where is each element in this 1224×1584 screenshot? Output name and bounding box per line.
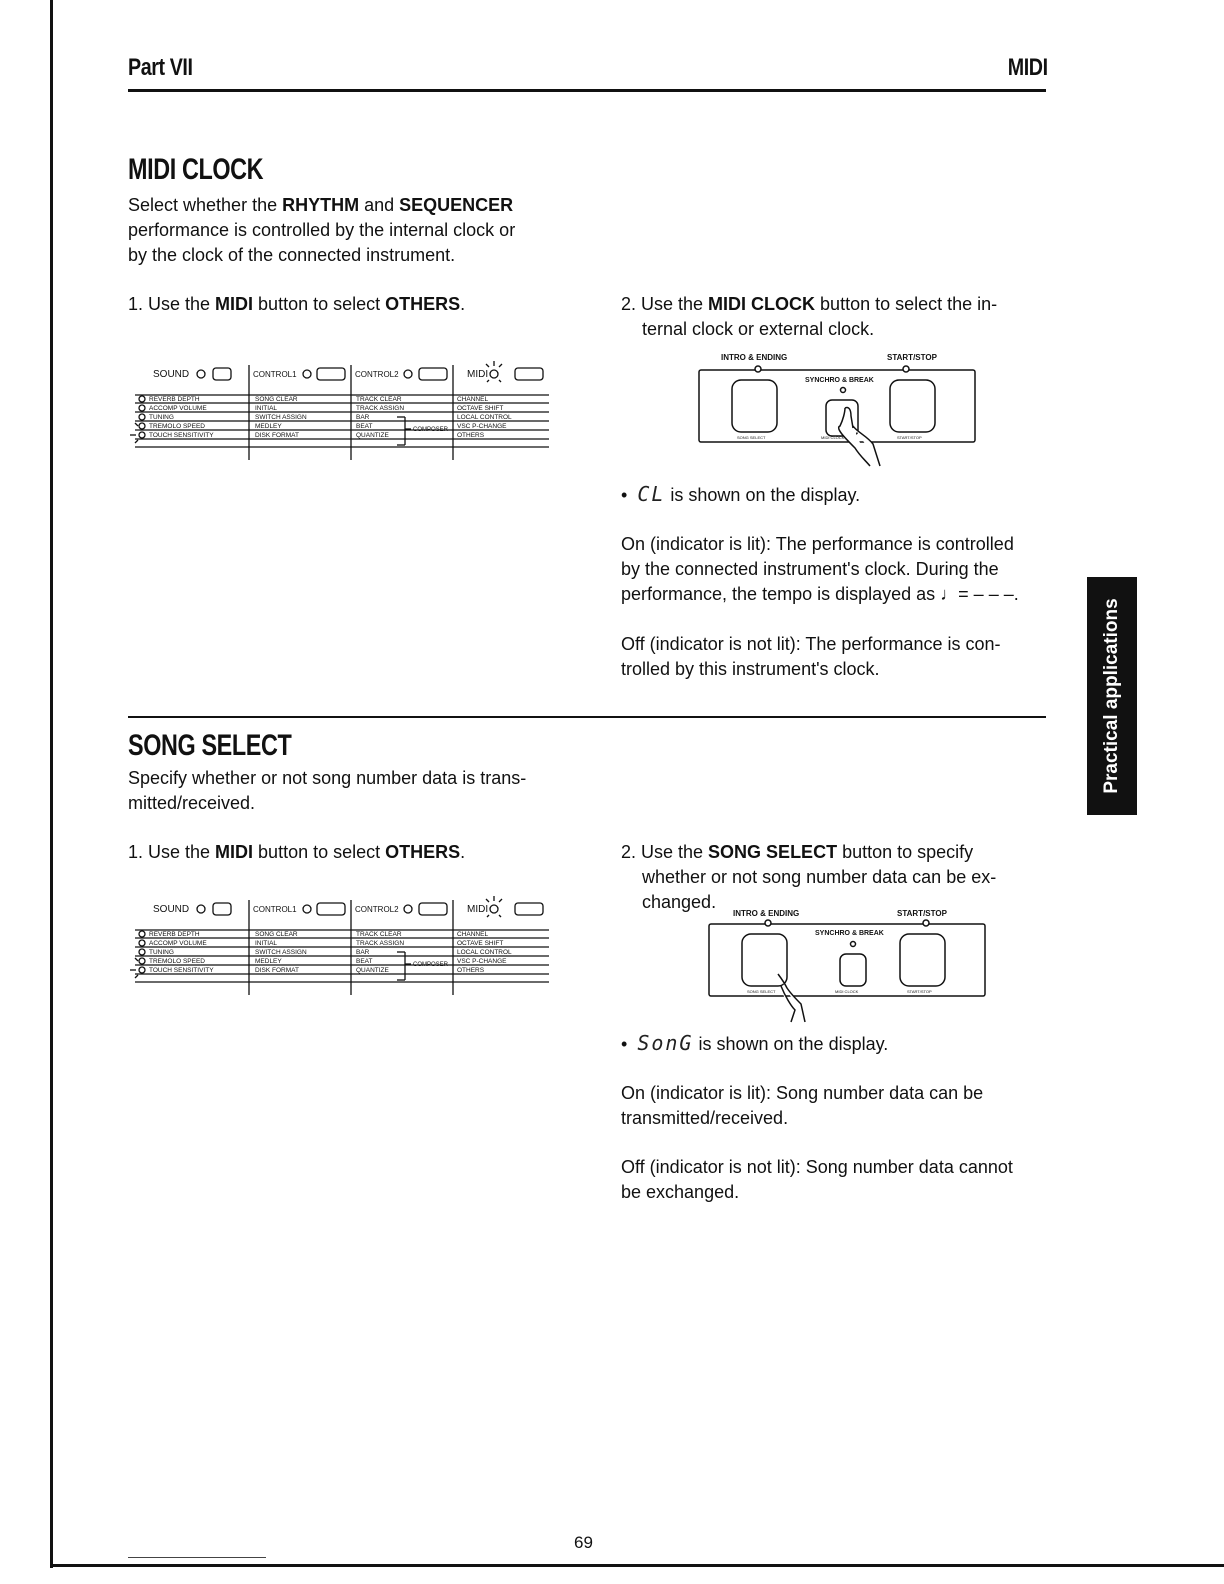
table-header-sound: SOUND <box>153 369 190 380</box>
midi-clock-step1: 1. Use the MIDI button to select OTHERS. <box>128 294 466 314</box>
side-tab: Practical applications <box>1087 577 1137 815</box>
t2-control1-item-5: DISK FORMAT <box>255 967 299 974</box>
midi-clock-on-text: On (indicator is lit): The performance is controlled by the connected instrument's clock. During the performance, the tempo is displayed as ♩= – – –. <box>621 534 1019 604</box>
t2-control1-item-4: MEDLEY <box>255 958 282 965</box>
panel-label-midi-clock: MIDI CLOCK <box>821 435 845 440</box>
midi-item-3: LOCAL CONTROL <box>457 414 512 421</box>
display-code-cl: CL <box>637 482 666 506</box>
control1-item-4: MEDLEY <box>255 423 282 430</box>
display-code-song: SonG <box>637 1031 694 1055</box>
panel2-label-synchro-break: SYNCHRO & BREAK <box>815 930 884 937</box>
t2-sound-item-4: TREMOLO SPEED <box>149 958 205 965</box>
table2-header-control1: CONTROL1 <box>253 905 297 914</box>
panel2-label-start-stop: START/STOP <box>897 909 947 918</box>
panel-label-start-stop: START/STOP <box>887 353 937 362</box>
control2-item-3: BAR <box>356 414 370 421</box>
table-header-midi: MIDI <box>467 369 489 380</box>
table2-header-sound: SOUND <box>153 904 190 915</box>
bottom-tick <box>128 1557 266 1558</box>
t2-control1-item-2: INITIAL <box>255 940 278 947</box>
t2-control2-item-5: QUANTIZE <box>356 967 389 974</box>
table-header-control1: CONTROL1 <box>253 370 297 379</box>
t2-control1-item-1: SONG CLEAR <box>255 931 298 938</box>
midi-item-4: VSC P-CHANGE <box>457 423 507 430</box>
control1-item-5: DISK FORMAT <box>255 432 299 439</box>
t2-sound-item-5: TOUCH SENSITIVITY <box>149 967 214 974</box>
header-part: Part VII <box>128 54 193 81</box>
midi-item-5: OTHERS <box>457 432 485 439</box>
control1-item-1: SONG CLEAR <box>255 396 298 403</box>
control2-item-5: QUANTIZE <box>356 432 389 439</box>
t2-sound-item-2: ACCOMP VOLUME <box>149 940 207 947</box>
table2-header-midi: MIDI <box>467 904 489 915</box>
t2-composer-label: COMPOSER <box>413 962 449 968</box>
sound-item-4: TREMOLO SPEED <box>149 423 205 430</box>
sound-item-3: TUNING <box>149 414 174 421</box>
midi-item-1: CHANNEL <box>457 396 489 403</box>
button-panel-2 <box>705 904 990 1029</box>
midi-clock-intro: Select whether the RHYTHM and SEQUENCER performance is controlled by the internal clock or by the clock of the connected instrument. <box>128 195 516 265</box>
t2-midi-item-2: OCTAVE SHIFT <box>457 940 504 947</box>
t2-midi-item-1: CHANNEL <box>457 931 489 938</box>
page-number: 69 <box>574 1533 593 1552</box>
t2-control2-item-2: TRACK ASSIGN <box>356 940 405 947</box>
midi-clock-display-bullet: • CL is shown on the display. <box>621 482 861 506</box>
page-border-left <box>50 0 53 1568</box>
function-table-2 <box>125 890 555 1010</box>
song-select-title: SONG SELECT <box>128 729 292 762</box>
sound-item-5: TOUCH SENSITIVITY <box>149 432 214 439</box>
t2-control2-item-4: BEAT <box>356 958 373 965</box>
panel-label-song-select: SONG SELECT <box>737 435 766 440</box>
t2-sound-item-1: REVERB DEPTH <box>149 931 200 938</box>
control2-item-1: TRACK CLEAR <box>356 396 402 403</box>
song-select-on-text: On (indicator is lit): Song number data can be transmitted/received. <box>621 1083 984 1128</box>
control1-item-3: SWITCH ASSIGN <box>255 414 307 421</box>
control2-item-2: TRACK ASSIGN <box>356 405 405 412</box>
composer-label: COMPOSER <box>413 427 449 433</box>
midi-item-2: OCTAVE SHIFT <box>457 405 504 412</box>
song-select-off-text: Off (indicator is not lit): Song number data cannot be exchanged. <box>621 1157 1013 1202</box>
header-topic: MIDI <box>1008 54 1048 81</box>
function-table-1 <box>125 355 555 475</box>
control2-item-4: BEAT <box>356 423 373 430</box>
header-rule <box>128 89 1046 92</box>
panel-label-start-stop-small: START/STOP <box>897 435 922 440</box>
midi-clock-step2: 2. Use the MIDI CLOCK button to select the in- ternal clock or external clock. <box>621 294 998 339</box>
t2-sound-item-3: TUNING <box>149 949 174 956</box>
sound-item-1: REVERB DEPTH <box>149 396 200 403</box>
panel2-label-midi-clock: MIDI CLOCK <box>835 989 859 994</box>
t2-control1-item-3: SWITCH ASSIGN <box>255 949 307 956</box>
song-select-intro: Specify whether or not song number data is trans- mitted/received. <box>128 768 527 813</box>
midi-clock-title: MIDI CLOCK <box>128 153 264 186</box>
section-divider <box>128 716 1046 718</box>
song-select-step1: 1. Use the MIDI button to select OTHERS. <box>128 842 466 862</box>
control1-item-2: INITIAL <box>255 405 278 412</box>
panel-label-intro-ending: INTRO & ENDING <box>721 353 788 362</box>
page-border-bottom <box>50 1564 1224 1567</box>
table-header-control2: CONTROL2 <box>355 370 399 379</box>
panel2-label-intro-ending: INTRO & ENDING <box>733 909 800 918</box>
t2-midi-item-5: OTHERS <box>457 967 485 974</box>
panel-label-synchro-break: SYNCHRO & BREAK <box>805 377 874 384</box>
table2-header-control2: CONTROL2 <box>355 905 399 914</box>
panel2-label-song-select: SONG SELECT <box>747 989 776 994</box>
song-select-display-bullet: • SonG is shown on the display. <box>621 1031 889 1055</box>
t2-control2-item-3: BAR <box>356 949 370 956</box>
button-panel-1 <box>695 348 980 473</box>
panel2-label-start-stop-small: START/STOP <box>907 989 932 994</box>
midi-clock-off-text: Off (indicator is not lit): The performance is con- trolled by this instrument's clock. <box>621 634 1001 679</box>
sound-item-2: ACCOMP VOLUME <box>149 405 207 412</box>
t2-midi-item-4: VSC P-CHANGE <box>457 958 507 965</box>
song-select-step2: 2. Use the SONG SELECT button to specify whether or not song number data can be ex- changed. <box>621 842 997 912</box>
t2-midi-item-3: LOCAL CONTROL <box>457 949 512 956</box>
t2-control2-item-1: TRACK CLEAR <box>356 931 402 938</box>
